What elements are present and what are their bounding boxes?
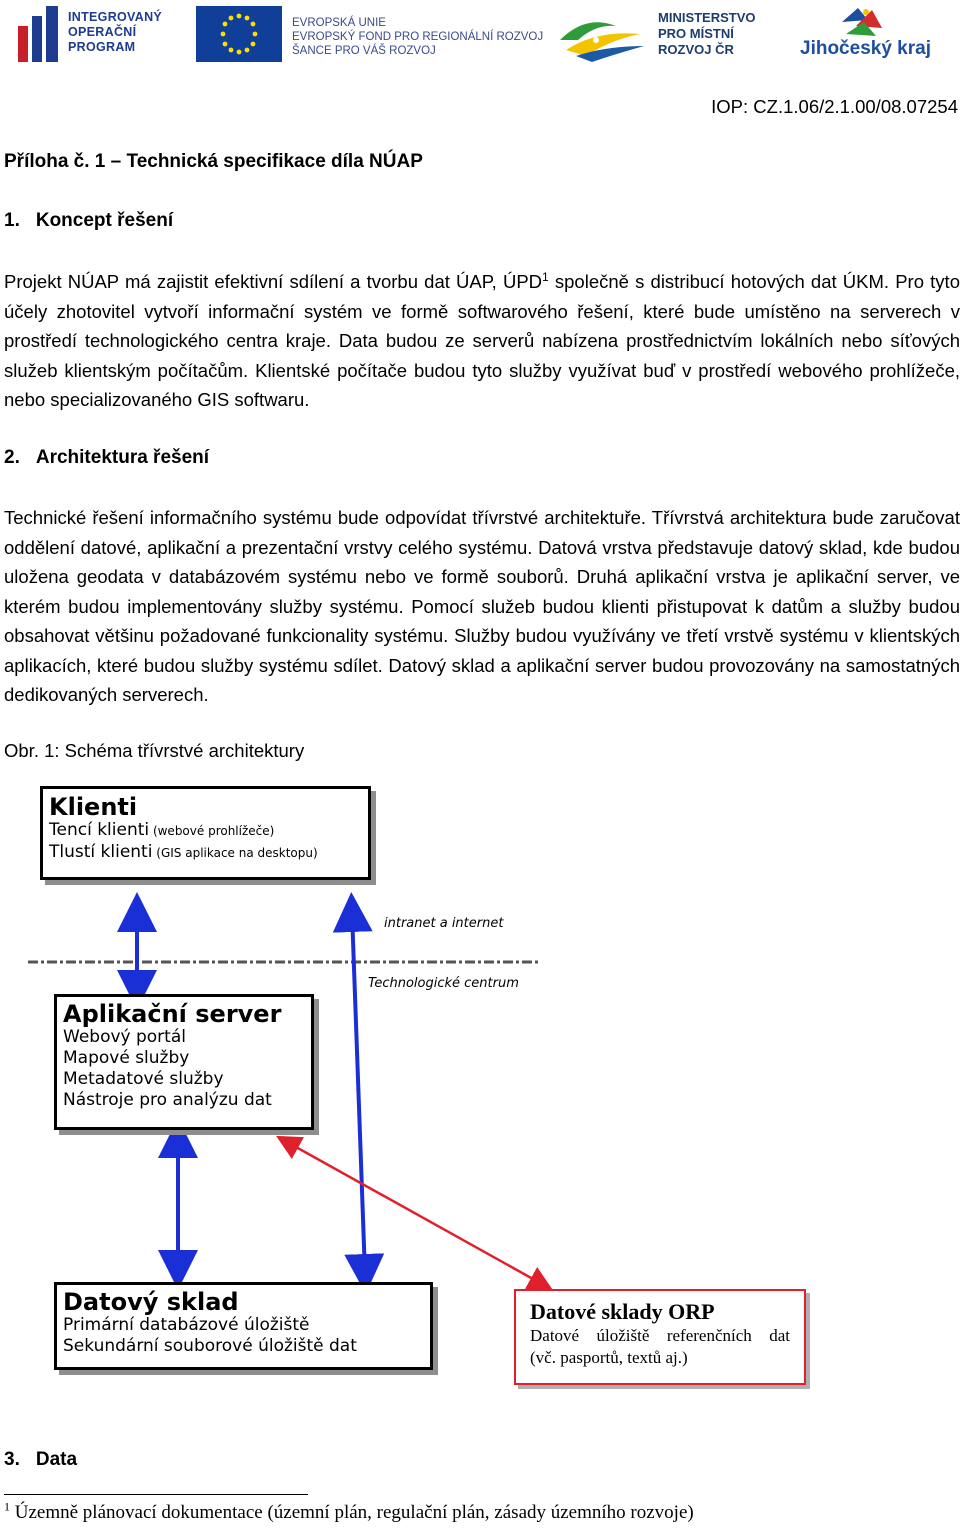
klienti-box (40, 786, 371, 880)
section-3-heading (4, 1449, 77, 1471)
klienti-label: Tlustí klienti (49, 842, 153, 862)
orp-line: (vč. pasportů, textů aj.) (530, 1348, 688, 1367)
arrow-klienti-datovy-sklad (352, 912, 365, 1274)
klienti-line (49, 842, 362, 864)
section-title: Koncept řešení (35, 210, 174, 231)
aplikacni-server-title: Aplikační server (63, 1000, 282, 1028)
datovy-sklad-item: Sekundární souborové úložiště dat (63, 1336, 357, 1356)
intranet-label: intranet a internet (384, 916, 504, 931)
mmr-logo-text: MINISTERSTVO PRO MÍSTNÍ ROZVOJ ČR (658, 10, 756, 57)
kraj-logo-text: Jihočeský kraj (800, 38, 931, 59)
klienti-note: (webové prohlížeče) (149, 824, 275, 838)
footnote-ref[interactable]: 1 (542, 269, 549, 284)
figure-caption: Obr. 1: Schéma třívrstvé architektury (4, 740, 305, 761)
klienti-note: (GIS aplikace na desktopu) (152, 846, 318, 860)
iop-number: IOP: CZ.1.06/2.1.00/08.07254 (711, 96, 958, 117)
klienti-line (49, 820, 362, 842)
orp-line: Datové úložiště referenčních dat (530, 1326, 790, 1345)
annex-title: Příloha č. 1 – Technická specifikace díla NÚAP (4, 151, 423, 172)
klienti-title: Klienti (49, 793, 138, 821)
aplikacni-server-item: Mapové služby (63, 1048, 190, 1068)
section-number: 3. (4, 1449, 20, 1470)
datovy-sklad-item: Primární databázové úložiště (63, 1315, 310, 1335)
eu-logo-text: EVROPSKÁ UNIE EVROPSKÝ FOND PRO REGIONÁLNÍ ROZVOJ ŠANCE PRO VÁŠ ROZVOJ (292, 17, 544, 57)
section-title: Data (35, 1449, 78, 1470)
footnote-number: 1 (4, 1499, 10, 1514)
aplikacni-server-item: Metadatové služby (63, 1069, 224, 1089)
aplikacni-server-item: Webový portál (63, 1027, 186, 1047)
section-2-paragraph: Technické řešení informačního systému bude odpovídat třívrstvé architektuře. Třívrstvá architektura bude zaručovat oddělení datové, aplikační a prezentační vrstvy celého systému. Datová vrstva představuje datový sklad, kde budou uložena geodata v databázovém systému nebo ve formě souborů. Druhá aplikační vrstva je aplikační server, ve kterém budou implementovány služby systému. Pomocí služeb budou klienti přistupovat k datům a služby budou obsahovat většinu požadované funkcionality systému. Služby budou využívány ve třetí vrstvě systému v klientských aplikacích, které budou služby systému sdílet. Datový sklad a aplikační server budou provozovány na samostatných dedikovaných serverech. (4, 507, 960, 705)
section-title: Architektura řešení (35, 447, 210, 468)
datovy-sklad-box (54, 1282, 433, 1370)
section-number: 2. (4, 447, 20, 468)
technologicke-centrum-label: Technologické centrum (368, 976, 519, 991)
footnote-separator (4, 1494, 308, 1495)
paragraph-text: Projekt NÚAP má zajistit efektivní sdílení a tvorbu dat ÚAP, ÚPD (4, 271, 543, 292)
aplikacni-server-box (54, 994, 314, 1130)
klienti-label: Tencí klienti (49, 820, 150, 840)
aplikacni-server-item: Nástroje pro analýzu dat (63, 1090, 272, 1110)
datove-sklady-orp-box (514, 1289, 806, 1385)
iop-logo-text: INTEGROVANÝ OPERAČNÍ PROGRAM (68, 10, 163, 54)
footnote-text: Územně plánovací dokumentace (územní plán, regulační plán, zásady územního rozvoje) (10, 1502, 694, 1523)
arrow-appserver-orp (287, 1142, 542, 1284)
datovy-sklad-title: Datový sklad (63, 1288, 239, 1316)
paragraph-text: společně s distribucí hotových dat ÚKM. Pro tyto účely zhotovitel vytvoří informační systém ve formě softwarového řešení, které bude umístěno na serverech v prostředí technologického centra kraje. Data budou ze serverů nabízena prostřednictvím lokálních nebo síťových služeb klientským počítačům. Klientské počítače budou tyto služby využívat buď v prostředí webového prohlížeče, nebo specializovaného GIS softwaru. (4, 271, 960, 410)
section-number: 1. (4, 210, 20, 231)
footnote (4, 1499, 694, 1524)
orp-title: Datové sklady ORP (530, 1299, 715, 1324)
